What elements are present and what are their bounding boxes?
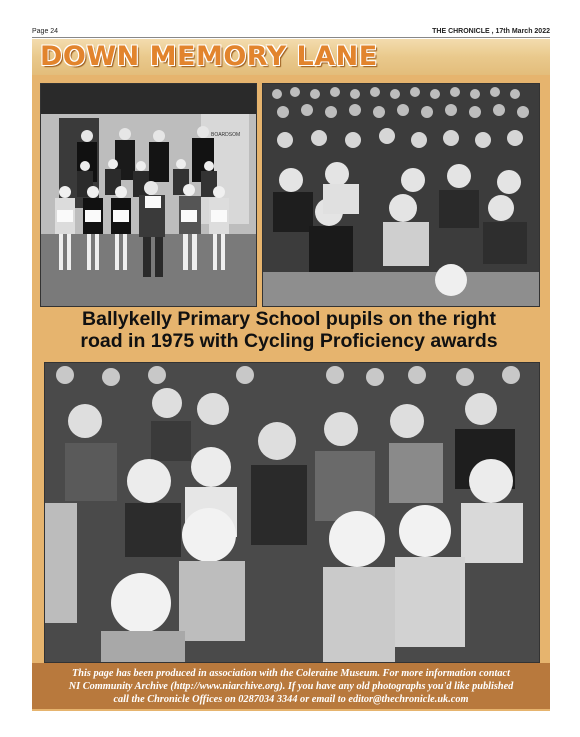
photo-caption xyxy=(40,308,538,360)
footer-credit xyxy=(32,663,550,709)
page-number: Page 24 xyxy=(32,28,59,35)
header-rule xyxy=(32,37,550,38)
pupils-audience-photo xyxy=(262,83,540,307)
caption-line: Ballykelly Primary School pupils on the right xyxy=(82,308,496,330)
publication-line: THE CHRONICLE , 17th March 2022 xyxy=(432,28,550,35)
board-sign-text: BOARDSOM xyxy=(211,132,241,138)
children-closeup-photo xyxy=(44,362,540,663)
section-title: DOWN MEMORY LANE xyxy=(40,41,378,72)
footer-line: This page has been produced in association with the Coleraine Museum. For more information contact xyxy=(72,668,510,679)
caption-line: road in 1975 with Cycling Proficiency awards xyxy=(80,330,498,352)
section-banner xyxy=(32,39,550,76)
footer-line: NI Community Archive (http://www.niarchive.org). If you have any old photographs you'd like published xyxy=(68,681,514,692)
group-portrait-photo xyxy=(40,83,257,307)
footer-line: call the Chronicle Offices on 0287034 3344 or email to editor@thechronicle.uk.com xyxy=(113,694,469,705)
